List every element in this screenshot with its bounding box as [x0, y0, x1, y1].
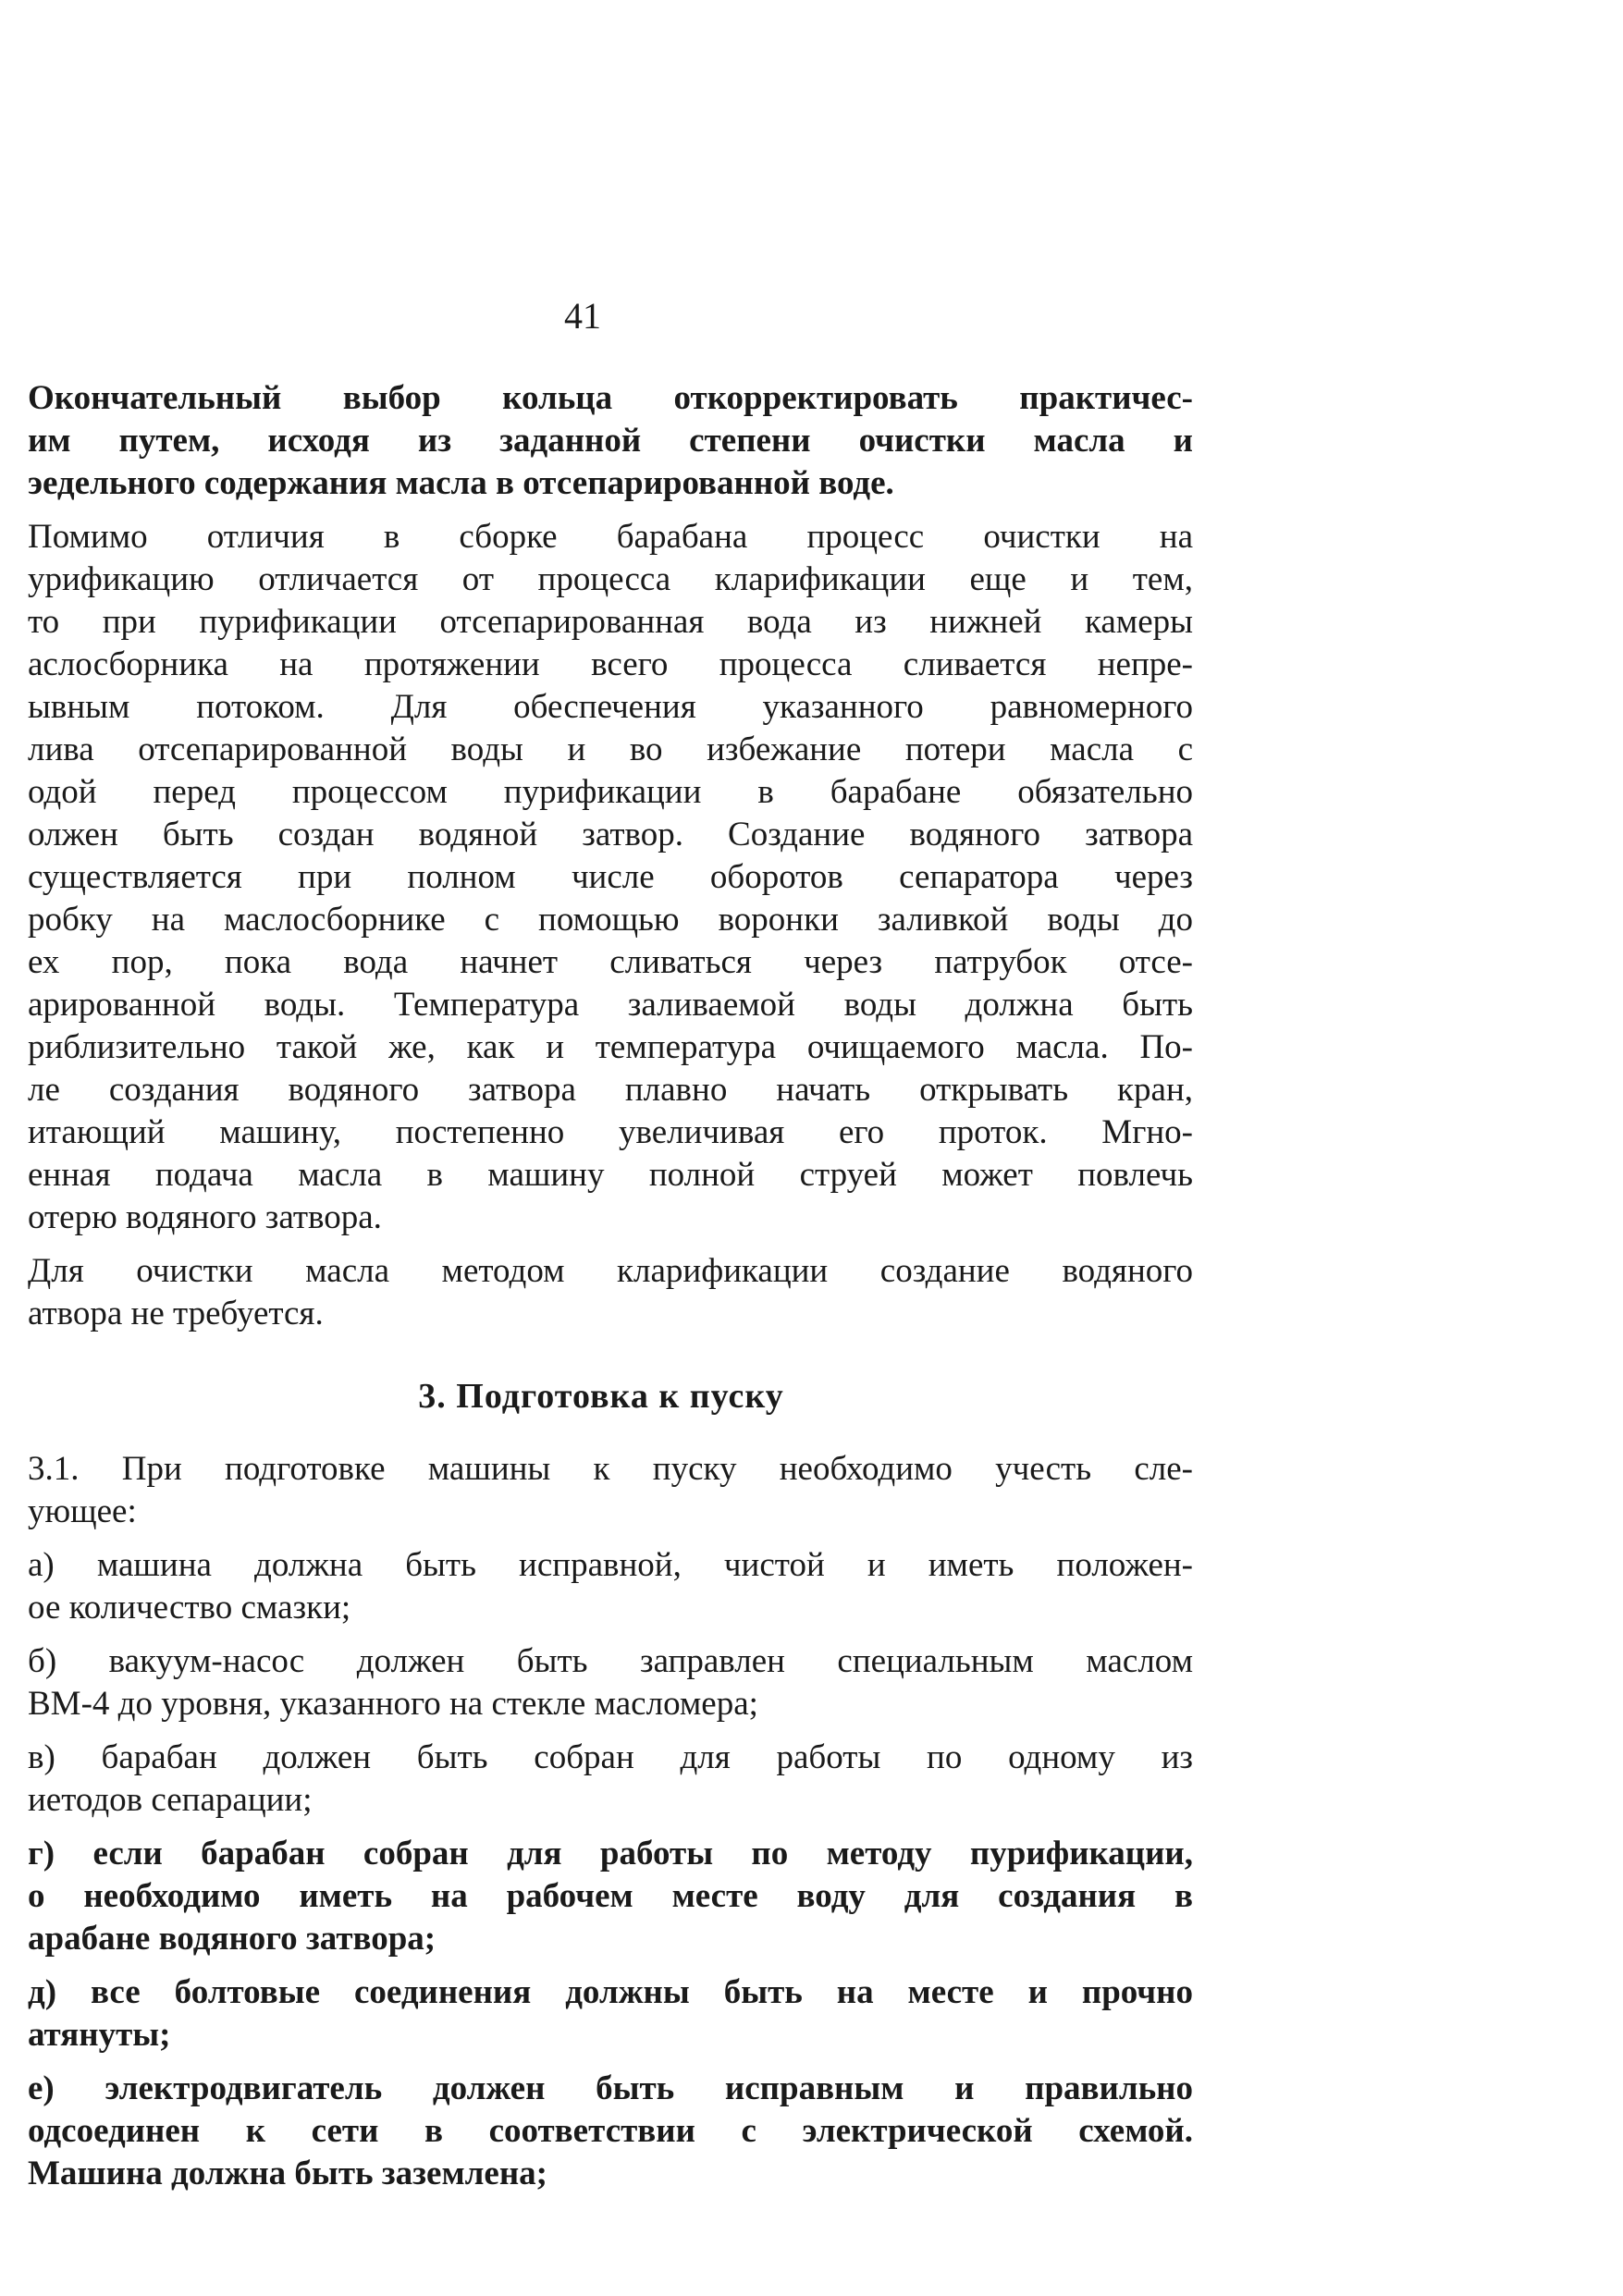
text-line: одсоединен к сети в соответствии с электрической схемой. — [28, 2112, 1193, 2150]
paragraph-purification-process — [28, 516, 1193, 1239]
text-line: ле создания водяного затвора плавно начать открывать кран, — [28, 1071, 1193, 1109]
text-line: урификацию отличается от процесса кларификации еще и тем, — [28, 560, 1193, 598]
text-line: ех пор, пока вода начнет сливаться через патрубок отсе- — [28, 943, 1193, 981]
list-item-g — [28, 1833, 1193, 1960]
list-item-e — [28, 2068, 1193, 2195]
text-line: им путем, исходя из заданной степени очистки масла и — [28, 422, 1193, 460]
text-line: ующее: — [28, 1492, 137, 1530]
text-line: г) если барабан собран для работы по методу пурификации, — [28, 1835, 1193, 1872]
text-line: ВМ-4 до уровня, указанного на стекле масломера; — [28, 1685, 758, 1723]
text-line: е) электродвигатель должен быть исправным и правильно — [28, 2069, 1193, 2107]
text-line: отерю водяного затвора. — [28, 1198, 382, 1236]
list-item-d — [28, 1971, 1193, 2057]
preparation-list — [28, 1448, 1193, 2195]
list-intro — [28, 1448, 1193, 1533]
text-line: арированной воды. Температура заливаемой воды должна быть — [28, 986, 1193, 1024]
text-line: эедельного содержания масла в отсепарированной воде. — [28, 464, 894, 502]
text-line: о необходимо иметь на рабочем месте воду для создания в — [28, 1877, 1193, 1915]
text-line: итающий машину, постепенно увеличивая его проток. Мгно- — [28, 1113, 1193, 1151]
text-line: арабане водяного затвора; — [28, 1920, 436, 1958]
text-line: а) машина должна быть исправной, чистой и иметь положен- — [28, 1546, 1193, 1584]
text-line: то при пурификации отсепарированная вода из нижней камеры — [28, 603, 1193, 641]
text-line: 3.1. При подготовке машины к пуску необходимо учесть сле- — [28, 1450, 1193, 1488]
text-line: ое количество смазки; — [28, 1589, 351, 1627]
text-line: иетодов сепарации; — [28, 1781, 313, 1819]
text-line: существляется при полном числе оборотов сепаратора через — [28, 858, 1193, 896]
text-line: Машина должна быть заземлена; — [28, 2155, 547, 2192]
list-item-b — [28, 1640, 1193, 1725]
text-line: в) барабан должен быть собран для работы по одному из — [28, 1738, 1193, 1776]
text-line: атянуты; — [28, 2016, 171, 2054]
spacer — [28, 1629, 1193, 1640]
text-line: енная подача масла в машину полной струей может повлечь — [28, 1156, 1193, 1194]
text-line: робку на маслосборнике с помощью воронки заливкой воды до — [28, 901, 1193, 939]
paragraph-clarification-note — [28, 1250, 1193, 1335]
list-item-a — [28, 1544, 1193, 1629]
text-line: одой перед процессом пурификации в барабане обязательно — [28, 773, 1193, 811]
text-line: аслосборника на протяжении всего процесса сливается непре- — [28, 645, 1193, 683]
list-item-v — [28, 1737, 1193, 1822]
spacer — [28, 1960, 1193, 1971]
text-line: атвора не требуется. — [28, 1295, 324, 1332]
spacer — [28, 1533, 1193, 1544]
section-heading: 3. Подготовка к пуску — [418, 1377, 784, 1416]
text-line: б) вакуум-насос должен быть заправлен специальным маслом — [28, 1642, 1193, 1680]
text-line: Помимо отличия в сборке барабана процесс очистки на — [28, 518, 1193, 556]
spacer — [28, 1725, 1193, 1737]
text-line: риблизительно такой же, как и температура очищаемого масла. По- — [28, 1028, 1193, 1066]
page-number: 41 — [564, 295, 601, 337]
text-line: Для очистки масла методом кларификации создание водяного — [28, 1252, 1193, 1290]
text-line: лива отсепарированной воды и во избежание потери масла с — [28, 731, 1193, 768]
paragraph-ring-selection — [28, 377, 1193, 505]
text-line: олжен быть создан водяной затвор. Создание водяного затвора — [28, 816, 1193, 853]
spacer — [28, 1822, 1193, 1833]
spacer — [28, 2057, 1193, 2068]
text-line: ывным потоком. Для обеспечения указанного равномерного — [28, 688, 1193, 726]
text-line: д) все болтовые соединения должны быть на месте и прочно — [28, 1973, 1193, 2011]
text-line: Окончательный выбор кольца откорректировать практичес- — [28, 379, 1193, 417]
